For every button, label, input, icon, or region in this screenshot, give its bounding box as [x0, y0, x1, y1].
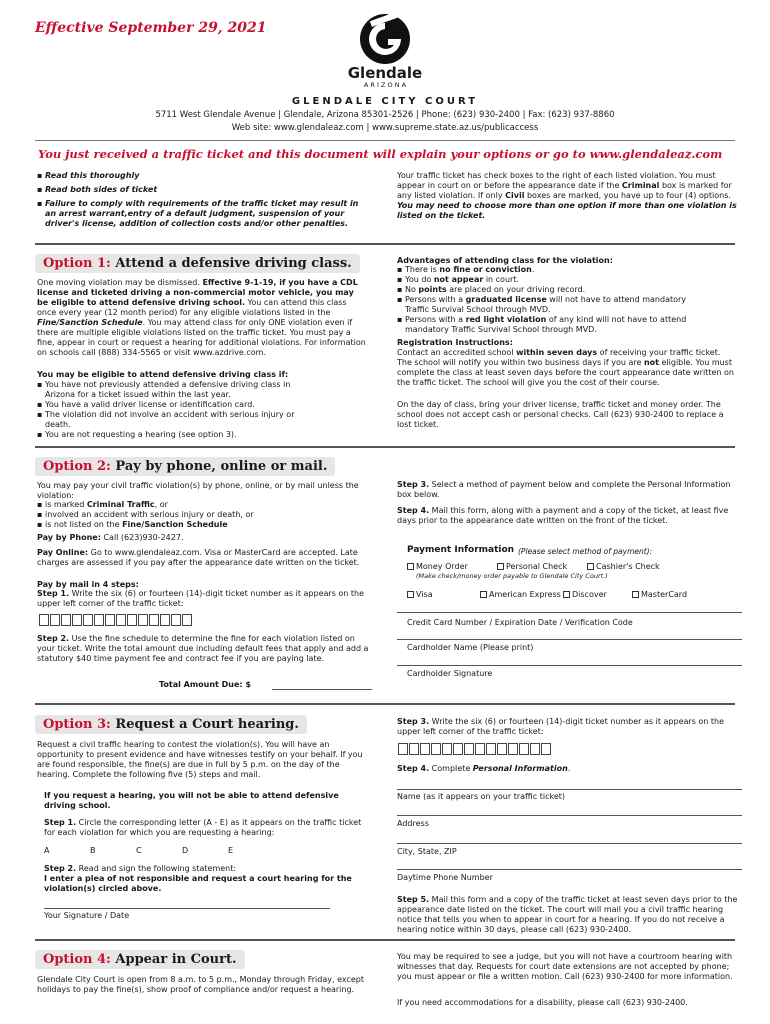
divider — [35, 140, 735, 141]
checkbox[interactable] — [407, 591, 414, 598]
method-cashiers-check[interactable]: Cashier's Check — [587, 562, 660, 572]
digit-box[interactable] — [116, 614, 126, 626]
digit-box[interactable] — [541, 743, 551, 755]
list-item: ▪ There is no fine or conviction. — [397, 265, 697, 275]
divider — [35, 446, 735, 448]
city-state-zip-label: City, State, ZIP — [397, 847, 457, 856]
hearing-step5: Step 5. Mail this form and a copy of the traffic ticket at least seven days prior to the appearance date listed on the ticket. The court will mail you a civil traffic hearing notice that tells you when to appear in court for a hearing. If you do not receive a hearing notice within 30 days, please call (623) 930-2400. — [397, 895, 738, 934]
digit-box[interactable] — [398, 743, 408, 755]
method-personal-check[interactable]: Personal Check — [497, 562, 567, 572]
list-item: ▪ Read both sides of ticket — [37, 185, 367, 195]
violation-letters[interactable] — [44, 846, 274, 856]
digit-box[interactable] — [83, 614, 93, 626]
hearing-step4: Step 4. Complete Personal Information. — [397, 764, 571, 773]
total-amount-label: Total Amount Due: $ — [159, 680, 251, 689]
banner: You just received a traffic ticket and this document will explain your options or go to www.glendaleaz.com — [38, 147, 723, 161]
address-field[interactable] — [397, 815, 742, 816]
divider — [35, 939, 735, 941]
address-label: Address — [397, 819, 429, 828]
checkbox[interactable] — [497, 563, 504, 570]
eligibility-heading: You may be eligible to attend defensive driving class if: — [37, 370, 289, 379]
option4-info: You may be required to see a judge, but you will not have a courtroom hearing with witnesses that day. Requests for court date extensions are not accepted by phone; you must appear or file a written motion. Call (623) 930-2400 for more information. — [397, 952, 733, 981]
option3-intro: Request a civil traffic hearing to contest the violation(s). You will have an opportunity to present evidence and have witnesses testify on your behalf. If you are found responsible, the fine(s) are due in full by 5 p.m. on the day of the hearing. Complete the following five (5) steps and mail. — [37, 740, 363, 779]
court-title: GLENDALE CITY COURT — [291, 96, 479, 107]
digit-box[interactable] — [39, 614, 49, 626]
name-label: Name (as it appears on your traffic ticket) — [397, 792, 565, 801]
list-item: ▪ involved an accident with serious injury or death, or — [37, 510, 357, 520]
hearing-ticket-boxes[interactable] — [398, 740, 552, 759]
cardholder-name-label: Cardholder Name (Please print) — [407, 643, 534, 652]
digit-box[interactable] — [431, 743, 441, 755]
signature-label: Your Signature / Date — [44, 911, 130, 920]
payment-info-heading: Payment Information — [407, 545, 515, 555]
digit-box[interactable] — [127, 614, 137, 626]
digit-box[interactable] — [138, 614, 148, 626]
city-state-zip-field[interactable] — [397, 843, 742, 844]
intro-right-text: Your traffic ticket has check boxes to the right of each listed violation. You must appear in court on or before the appearance date if the Criminal box is marked for any listed violation. If only Civil boxes are marked, you have up to four (4) options. You may need to choose more than one option if more than one violation is listed on the ticket. — [397, 171, 737, 220]
pay-by-mail-heading: Pay by mail in 4 steps: — [37, 580, 139, 589]
hearing-step1: Step 1. Circle the corresponding letter (A - E) as it appears on the traffic ticket for each violation for which you are requesting a hearing: — [44, 818, 362, 837]
digit-box[interactable] — [182, 614, 192, 626]
option3-heading: Option 3: Request a Court hearing. — [35, 715, 307, 734]
digit-box[interactable] — [475, 743, 485, 755]
letter-a[interactable]: A — [44, 846, 50, 855]
method-money-order[interactable]: Money Order — [407, 562, 468, 572]
digit-box[interactable] — [72, 614, 82, 626]
letter-d[interactable]: D — [182, 846, 189, 855]
option3-warning: If you request a hearing, you will not be able to attend defensive driving school. — [44, 791, 339, 810]
advantages-heading: Advantages of attending class for the violation: — [397, 256, 613, 265]
list-item: ▪ No points are placed on your driving record. — [397, 285, 697, 295]
court-website: Web site: www.glendaleaz.com | www.supreme.state.az.us/publicaccess — [231, 123, 539, 133]
list-item: ▪ Failure to comply with requirements of the traffic ticket may result in an arrest warrant,entry of a default judgment, suspension of your driver's license, addition of collection costs and/or other penalties. — [37, 199, 367, 229]
list-item: ▪ You are not requesting a hearing (see option 3). — [37, 430, 317, 440]
option4-heading: Option 4: Appear in Court. — [35, 950, 245, 969]
payable-note: (Make check/money order payable to Glendale City Court.) — [416, 572, 608, 580]
list-item: ▪ You have a valid driver license or identification card. — [37, 400, 317, 410]
digit-box[interactable] — [530, 743, 540, 755]
list-item: ▪ The violation did not involve an accident with serious injury or death. — [37, 410, 317, 430]
eligibility-list — [37, 380, 317, 440]
digit-box[interactable] — [420, 743, 430, 755]
intro-bullets — [37, 171, 367, 229]
letter-e[interactable]: E — [228, 846, 234, 855]
option4-text: Glendale City Court is open from 8 a.m. to 5 p.m., Monday through Friday, except holidays to pay the fine(s), show proof of compliance and/or request a hearing. — [37, 975, 364, 994]
digit-box[interactable] — [519, 743, 529, 755]
logo-wordmark: Glendale — [347, 64, 423, 82]
digit-box[interactable] — [508, 743, 518, 755]
method-mastercard[interactable]: MasterCard — [632, 590, 687, 600]
signature-field[interactable] — [44, 908, 330, 909]
credit-card-label: Credit Card Number / Expiration Date / Verification Code — [407, 618, 633, 627]
checkbox[interactable] — [480, 591, 487, 598]
plea-statement: I enter a plea of not responsible and request a court hearing for the violation(s) circled above. — [44, 874, 352, 893]
accommodations-text: If you need accommodations for a disability, please call (623) 930-2400. — [397, 998, 688, 1007]
divider — [35, 243, 735, 245]
ticket-number-boxes[interactable] — [39, 611, 193, 630]
pay-online: Pay Online: Go to www.glendaleaz.com. Visa or MasterCard are accepted. Late charges are assessed if you pay after the appearance date written on the ticket. — [37, 548, 360, 567]
checkbox[interactable] — [587, 563, 594, 570]
cardholder-signature-field[interactable] — [397, 665, 742, 666]
digit-box[interactable] — [94, 614, 104, 626]
mail-step4: Step 4. Mail this form, along with a payment and a copy of the ticket, at least five days prior to the appearance date written on the front of the ticket. — [397, 506, 729, 525]
digit-box[interactable] — [160, 614, 170, 626]
list-item: ▪ You do not appear in court. — [397, 275, 697, 285]
checkbox[interactable] — [632, 591, 639, 598]
option2-heading: Option 2: Pay by phone, online or mail. — [35, 457, 335, 476]
list-item: ▪ You have not previously attended a defensive driving class in Arizona for a ticket issued within the last year. — [37, 380, 317, 400]
digit-box[interactable] — [61, 614, 71, 626]
cardholder-name-field[interactable] — [397, 639, 742, 640]
digit-box[interactable] — [464, 743, 474, 755]
method-amex[interactable]: American Express — [480, 590, 561, 600]
digit-box[interactable] — [171, 614, 181, 626]
phone-label: Daytime Phone Number — [397, 873, 493, 882]
list-item: ▪ Read this thoroughly — [37, 171, 367, 181]
court-address: 5711 West Glendale Avenue | Glendale, Arizona 85301-2526 | Phone: (623) 930-2400 | Fax: (623) 937-8860 — [155, 110, 615, 120]
total-amount-field[interactable] — [272, 689, 372, 690]
option1-heading: Option 1: Attend a defensive driving class. — [35, 254, 360, 273]
list-item: ▪ is not listed on the Fine/Sanction Schedule — [37, 520, 357, 530]
glendale-logo — [330, 12, 440, 90]
list-item: ▪ Persons with a graduated license will not have to attend mandatory Traffic Survival School through MVD. — [397, 295, 697, 315]
registration-text: Contact an accredited school within seven days of receiving your traffic ticket. The school will notify you within two business days if you are not eligible. You must complete the class at least seven days before the court appearance date written on the traffic ticket. The school will give you the cost of their course. — [397, 348, 734, 387]
hearing-step2: Step 2. Read and sign the following statement: — [44, 864, 237, 873]
list-item: ▪ Persons with a red light violation of any kind will not have to attend mandatory Traffic Survival School through MVD. — [397, 315, 697, 335]
checkbox[interactable] — [407, 563, 414, 570]
letter-b[interactable]: B — [90, 846, 96, 855]
registration-heading: Registration Instructions: — [397, 338, 513, 347]
advantages-list — [397, 265, 697, 335]
option2-intro: You may pay your civil traffic violation(s) by phone, online, or by mail unless the violation: — [37, 481, 359, 500]
option2-bullets — [37, 500, 357, 530]
effective-date: Effective September 29, 2021 — [35, 20, 267, 36]
digit-box[interactable] — [409, 743, 419, 755]
payment-info-note: (Please select method of payment): — [518, 547, 653, 556]
option1-description: One moving violation may be dismissed. Effective 9-1-19, if you have a CDL license and ticketed driving a non-commercial motor vehicle, you may be eligible to attend defensive driving school. You can attend this class once every year (12 month period) for any eligible violations listed in the Fine/Sanction Schedule. You may attend class for only ONE violation even if there are multiple eligible violations listed on the traffic ticket. You must pay a fine, appear in court or request a hearing for additional violations. For information on schools call (888) 334-5565 or visit www.azdrive.com. — [37, 278, 366, 357]
letter-c[interactable]: C — [136, 846, 142, 855]
divider — [35, 703, 735, 705]
mail-step2: Step 2. Use the fine schedule to determine the fine for each violation listed on your ticket. Write the total amount due including default fees that apply and add a statutory $40 time payment fee and contract fee if you are paying late. — [37, 634, 369, 663]
list-item: ▪ is marked Criminal Traffic, or — [37, 500, 357, 510]
mail-step3: Step 3. Select a method of payment below and complete the Personal Information box below. — [397, 480, 731, 499]
digit-box[interactable] — [50, 614, 60, 626]
pay-by-phone: Pay by Phone: Call (623)930-2427. — [37, 533, 184, 542]
digit-box[interactable] — [453, 743, 463, 755]
digit-box[interactable] — [105, 614, 115, 626]
mail-step1: Step 1. Write the six (6) or fourteen (14)-digit ticket number as it appears on the upper left corner of the traffic ticket: — [37, 589, 365, 608]
cardholder-signature-label: Cardholder Signature — [407, 669, 493, 678]
phone-field[interactable] — [397, 869, 742, 870]
digit-box[interactable] — [497, 743, 507, 755]
registration-text-2: On the day of class, bring your driver license, traffic ticket and money order. The school does not accept cash or personal checks. Call (623) 930-2400 to replace a lost ticket. — [397, 400, 724, 429]
digit-box[interactable] — [149, 614, 159, 626]
checkbox[interactable] — [563, 591, 570, 598]
credit-card-field[interactable] — [397, 612, 742, 613]
name-field[interactable] — [397, 789, 742, 790]
method-discover[interactable]: Discover — [563, 590, 607, 600]
digit-box[interactable] — [442, 743, 452, 755]
logo-state: A R I Z O N A — [363, 81, 407, 89]
hearing-step3: Step 3. Write the six (6) or fourteen (14)-digit ticket number as it appears on the upper left corner of the traffic ticket: — [397, 717, 725, 736]
digit-box[interactable] — [486, 743, 496, 755]
method-visa[interactable]: Visa — [407, 590, 433, 600]
